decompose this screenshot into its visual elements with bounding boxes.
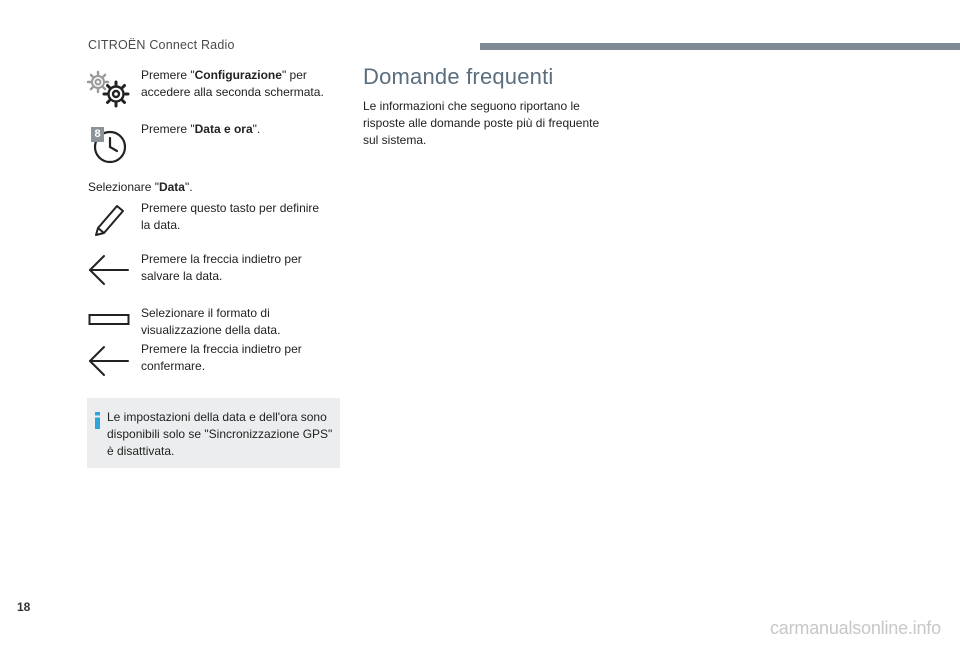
- gear-icon: [86, 70, 130, 108]
- back-arrow-icon: [87, 343, 131, 379]
- watermark: carmanualsonline.info: [770, 618, 941, 638]
- label-data-e-ora: Data e ora: [194, 122, 253, 136]
- label-configurazione: Configurazione: [194, 68, 282, 82]
- clock-badge: 8: [94, 128, 101, 140]
- pencil-icon: [92, 202, 126, 238]
- step-pencil: Premere questo tasto per definire la data.: [141, 201, 320, 232]
- faq-body: Le informazioni che seguono riportano le risposte alle domande poste più di frequente sul sistema.: [363, 99, 600, 147]
- info-icon: [95, 412, 100, 429]
- info-note: [87, 398, 340, 468]
- back-arrow-icon: [87, 252, 131, 288]
- step-format: Selezionare il formato di visualizzazione della data.: [141, 306, 281, 337]
- step-data-e-ora: Premere "Data e ora".: [141, 122, 261, 136]
- label-data: Data: [158, 180, 185, 194]
- step-back-save: Premere la freccia indietro per salvare la data.: [141, 252, 302, 283]
- faq-title: Domande frequenti: [363, 64, 554, 89]
- step-back-confirm: Premere la freccia indietro per confermare.: [141, 342, 302, 373]
- step-selezionare-data: Selezionare "Data".: [88, 180, 193, 194]
- header-bar: [480, 43, 960, 50]
- page-number: 18: [17, 600, 31, 614]
- step-configurazione: Premere "Configurazione" per accedere alla seconda schermata.: [141, 68, 324, 99]
- info-text: Le impostazioni della data e dell'ora sono disponibili solo se "Sincronizzazione GPS" è disattivata.: [107, 410, 333, 458]
- header-title: CITROËN Connect Radio: [88, 38, 235, 52]
- format-bar-icon: [88, 313, 130, 327]
